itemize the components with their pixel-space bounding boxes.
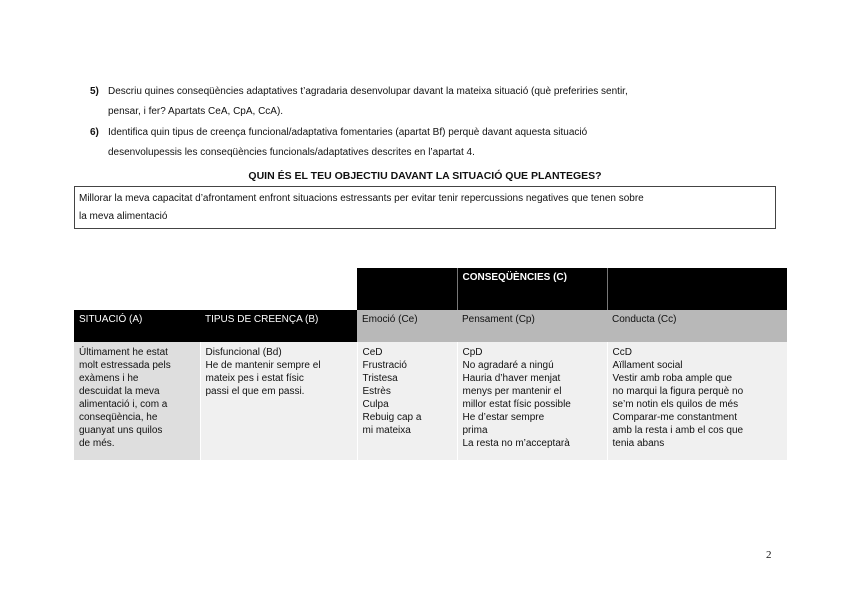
cell-line: Vestir amb roba ample que [612, 373, 733, 384]
column-header-behavior: Conducta (Cc) [607, 310, 787, 342]
cell-line: No agradaré a ningú [462, 360, 554, 371]
cell-line: Disfuncional (Bd) [205, 347, 282, 358]
cell-line: Rebuig cap a [362, 412, 422, 423]
cell-line: no marqui la figura perquè no [612, 386, 744, 397]
cell-line: mateix pes i estat físic [205, 373, 304, 384]
cell-line: CcD [612, 347, 632, 358]
cell-line: He d’estar sempre [462, 412, 545, 423]
cell-line: Aïllament social [612, 360, 683, 371]
objective-text-line: la meva alimentació [79, 211, 168, 222]
cell-line: de més. [79, 438, 115, 449]
cell-line: se’m notin els quilos de més [612, 399, 739, 410]
cell-situation [74, 342, 200, 460]
cell-line: Tristesa [362, 373, 398, 384]
cell-line: Frustració [362, 360, 407, 371]
cell-line: mi mateixa [362, 425, 411, 436]
cell-line: alimentació i, com a [79, 399, 168, 410]
cell-behavior [607, 342, 787, 460]
cell-line: menys per mantenir el [462, 386, 562, 397]
question-6 [90, 123, 760, 163]
cell-line: CeD [362, 347, 383, 358]
cell-line: Culpa [362, 399, 389, 410]
column-header-belief: TIPUS DE CREENÇA (B) [200, 310, 357, 342]
consequences-header: CONSEQÜÈNCIES (C) [457, 268, 607, 310]
cell-line: millor estat físic possible [462, 399, 571, 410]
cell-line: La resta no m’acceptarà [462, 438, 570, 449]
cell-line: CpD [462, 347, 483, 358]
cell-line: passi el que em passi. [205, 386, 305, 397]
cell-line: conseqüència, he [79, 412, 158, 423]
cell-belief [200, 342, 357, 460]
cell-line: exàmens i he [79, 373, 139, 384]
question-text-line: pensar, i fer? Apartats CeA, CpA, CcA). [108, 106, 284, 117]
question-text-line: Descriu quines conseqüències adaptatives t’agradaria desenvolupar davant la mateixa situació (què preferiries sentir, [108, 86, 628, 97]
objective-text-line: Millorar la meva capacitat d’afrontament enfront situacions estressants per evitar tenir repercussions negatives que tenen sobre [79, 193, 644, 204]
table-header-black-cell [357, 268, 457, 310]
abc-table [74, 268, 787, 460]
cell-line: He de mantenir sempre el [205, 360, 321, 371]
question-text-line: desenvolupessis les conseqüències funcionals/adaptatives descrites en l’apartat 4. [108, 147, 475, 158]
objective-heading: QUIN ÉS EL TEU OBJECTIU DAVANT LA SITUACIÓ QUE PLANTEGES? [248, 170, 602, 182]
table-column-header-row [74, 310, 787, 342]
cell-line: molt estressada pels [79, 360, 171, 371]
cell-line: amb la resta i amb el cos que [612, 425, 744, 436]
page-number: 2 [766, 549, 772, 561]
cell-line: Comparar-me constantment [612, 412, 737, 423]
column-header-emotion: Emoció (Ce) [357, 310, 457, 342]
objective-box [74, 186, 776, 229]
table-header-black-cell [607, 268, 787, 310]
column-header-thought: Pensament (Cp) [457, 310, 607, 342]
cell-line: prima [462, 425, 488, 436]
cell-line: Últimament he estat [79, 347, 168, 358]
table-group-header-row [74, 268, 787, 310]
question-number: 6) [90, 127, 99, 138]
question-5 [90, 82, 760, 122]
column-header-situation: SITUACIÓ (A) [74, 310, 200, 342]
table-header-blank-cell [74, 268, 200, 310]
cell-line: guanyat uns quilos [79, 425, 163, 436]
question-text-line: Identifica quin tipus de creença funcional/adaptativa fomentaries (apartat Bf) perquè davant aquesta situació [108, 127, 588, 138]
question-number: 5) [90, 86, 99, 97]
cell-line: tenia abans [612, 438, 665, 449]
cell-emotion [357, 342, 457, 460]
cell-line: Hauria d’haver menjat [462, 373, 561, 384]
cell-line: descuidat la meva [79, 386, 160, 397]
cell-line: Estrès [362, 386, 391, 397]
cell-thought [457, 342, 607, 460]
table-row [74, 342, 787, 460]
table-header-blank-cell [200, 268, 357, 310]
